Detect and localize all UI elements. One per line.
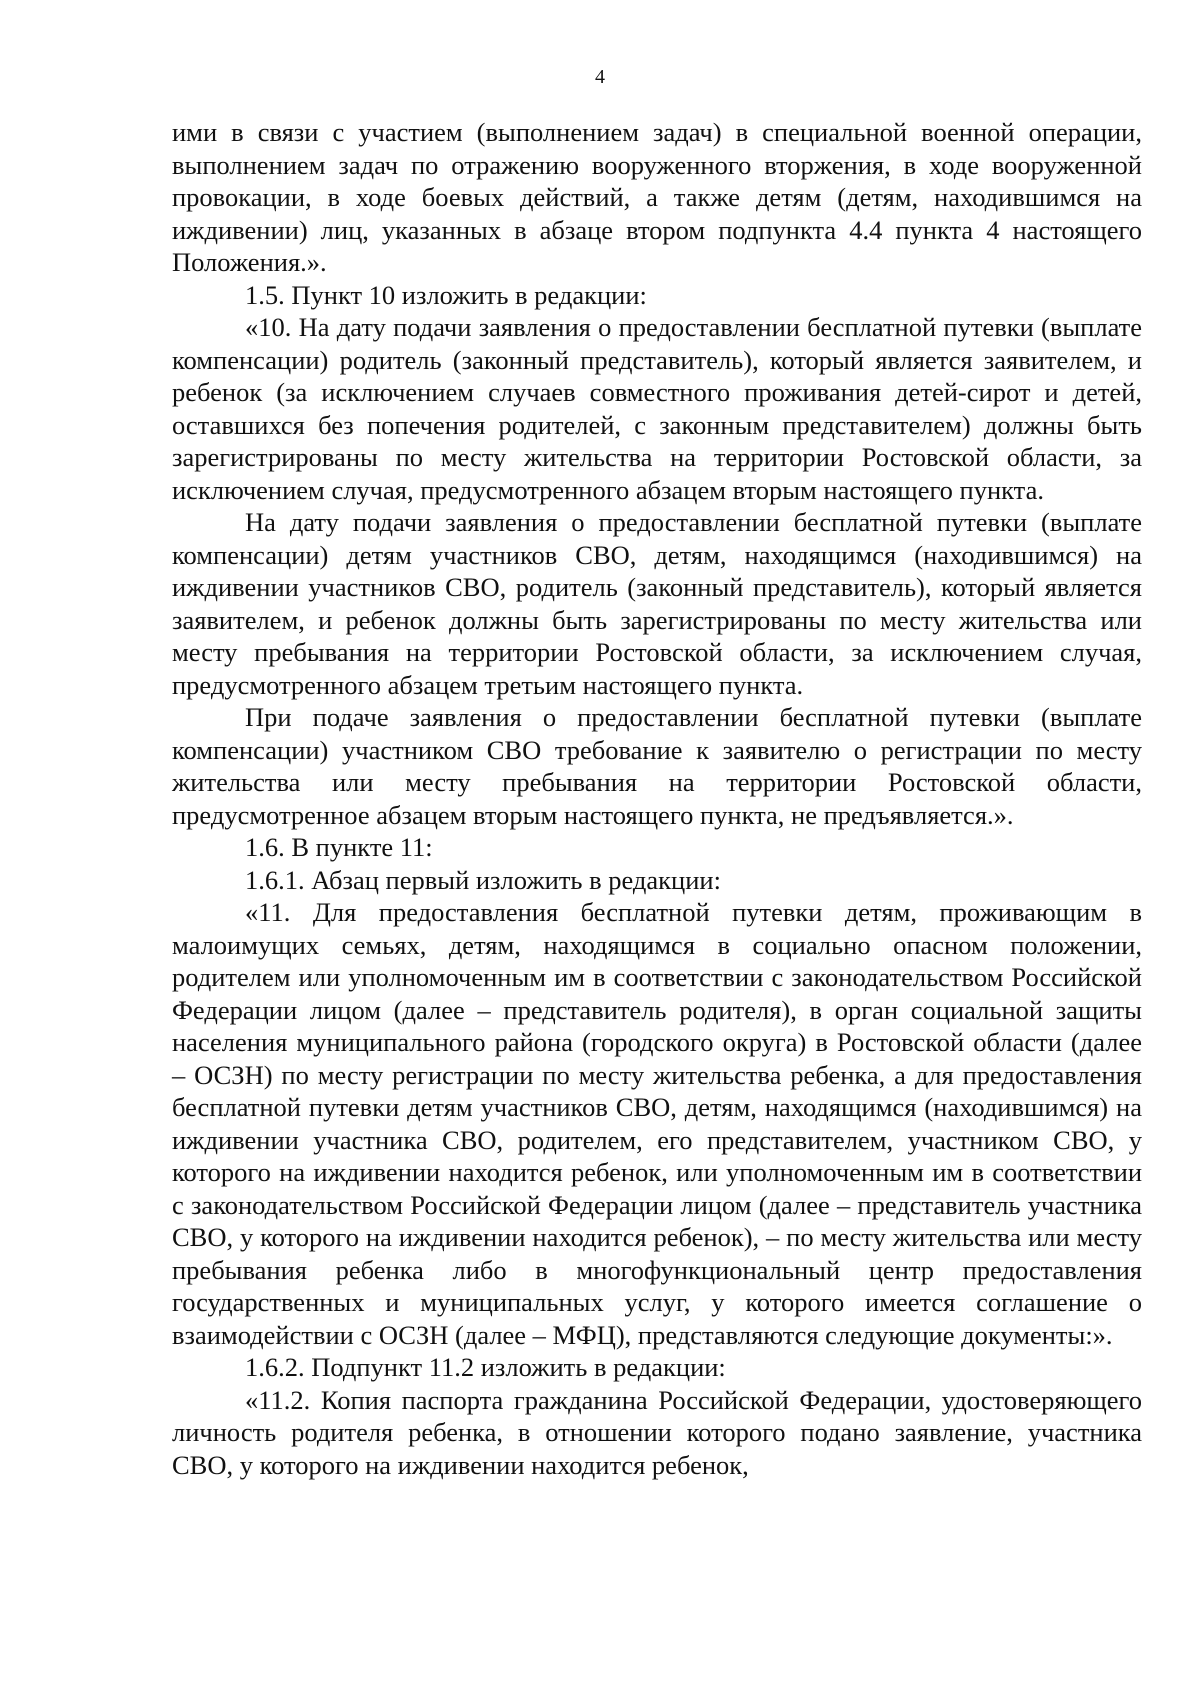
paragraph: «11.2. Копия паспорта гражданина Российской Федерации, удостоверяющего личность родителя ребенка, в отношении которого подано заявление, участника СВО, у которого на иждивении находится ребенок, <box>172 1384 1142 1480</box>
paragraph: «11. Для предоставления бесплатной путевки детям, проживающим в малоимущих семьях, детям, находящимся в социально опасном положении, родителем или уполномоченным им в соответствии с законодательством Российской Федерации лицом (далее – представитель родителя), в орган социальной защиты населения муниципального района (городского округа) в Ростовской области (далее – ОСЗН) по месту регистрации по месту жительства ребенка, а для предоставления бесплатной путевки детям участников СВО, детям, находящимся (находившимся) на иждивении участника СВО, родителем, его представителем, участником СВО, у которого на иждивении находится ребенок, или уполномоченным им в соответствии с законодательством Российской Федерации лицом (далее – представитель участника СВО, у которого на иждивении находится ребенок), – по месту жительства или месту пребывания ребенка либо в многофункциональный центр предоставления государственных и муниципальных услуг, у которого имеется соглашение о взаимодействии с ОСЗН (далее – МФЦ), представляются следующие документы:». <box>172 897 1142 1350</box>
paragraph: ими в связи с участием (выполнением задач) в специальной военной операции, выполнением задач по отражению вооруженного вторжения, в ходе вооруженной провокации, в ходе боевых действий, а также детям (детям, находившимся на иждивении) лиц, указанных в абзаце втором подпункта 4.4 пункта 4 настоящего Положения.». <box>172 117 1142 277</box>
paragraph: 1.6.1. Абзац первый изложить в редакции: <box>245 864 721 895</box>
paragraph: На дату подачи заявления о предоставлении бесплатной путевки (выплате компенсации) детям участников СВО, детям, находящимся (находившимся) на иждивении участников СВО, родитель (законный представитель), который является заявителем, и ребенок должны быть зарегистрированы по месту жительства или месту пребывания на территории Ростовской области, за исключением случая, предусмотренного абзацем третьим настоящего пункта. <box>172 507 1142 700</box>
paragraph: 1.6. В пункте 11: <box>245 832 433 862</box>
paragraph: При подаче заявления о предоставлении бесплатной путевки (выплате компенсации) участником СВО требование к заявителю о регистрации по месту жительства или месту пребывания на территории Ростовской области, предусмотренное абзацем вторым настоящего пункта, не предъявляется.». <box>172 702 1142 830</box>
paragraph: «10. На дату подачи заявления о предоставлении бесплатной путевки (выплате компенсации) родитель (законный представитель), который является заявителем, и ребенок (за исключением случаев совместного проживания детей-сирот и детей, оставшихся без попечения родителей, с законным представителем) должны быть зарегистрированы по месту жительства на территории Ростовской области, за исключением случая, предусмотренного абзацем вторым настоящего пункта. <box>172 312 1142 505</box>
paragraph: 1.5. Пункт 10 изложить в редакции: <box>245 279 647 310</box>
page-number: 4 <box>595 66 605 88</box>
paragraph: 1.6.2. Подпункт 11.2 изложить в редакции: <box>245 1352 726 1382</box>
document-body <box>172 116 1142 1481</box>
